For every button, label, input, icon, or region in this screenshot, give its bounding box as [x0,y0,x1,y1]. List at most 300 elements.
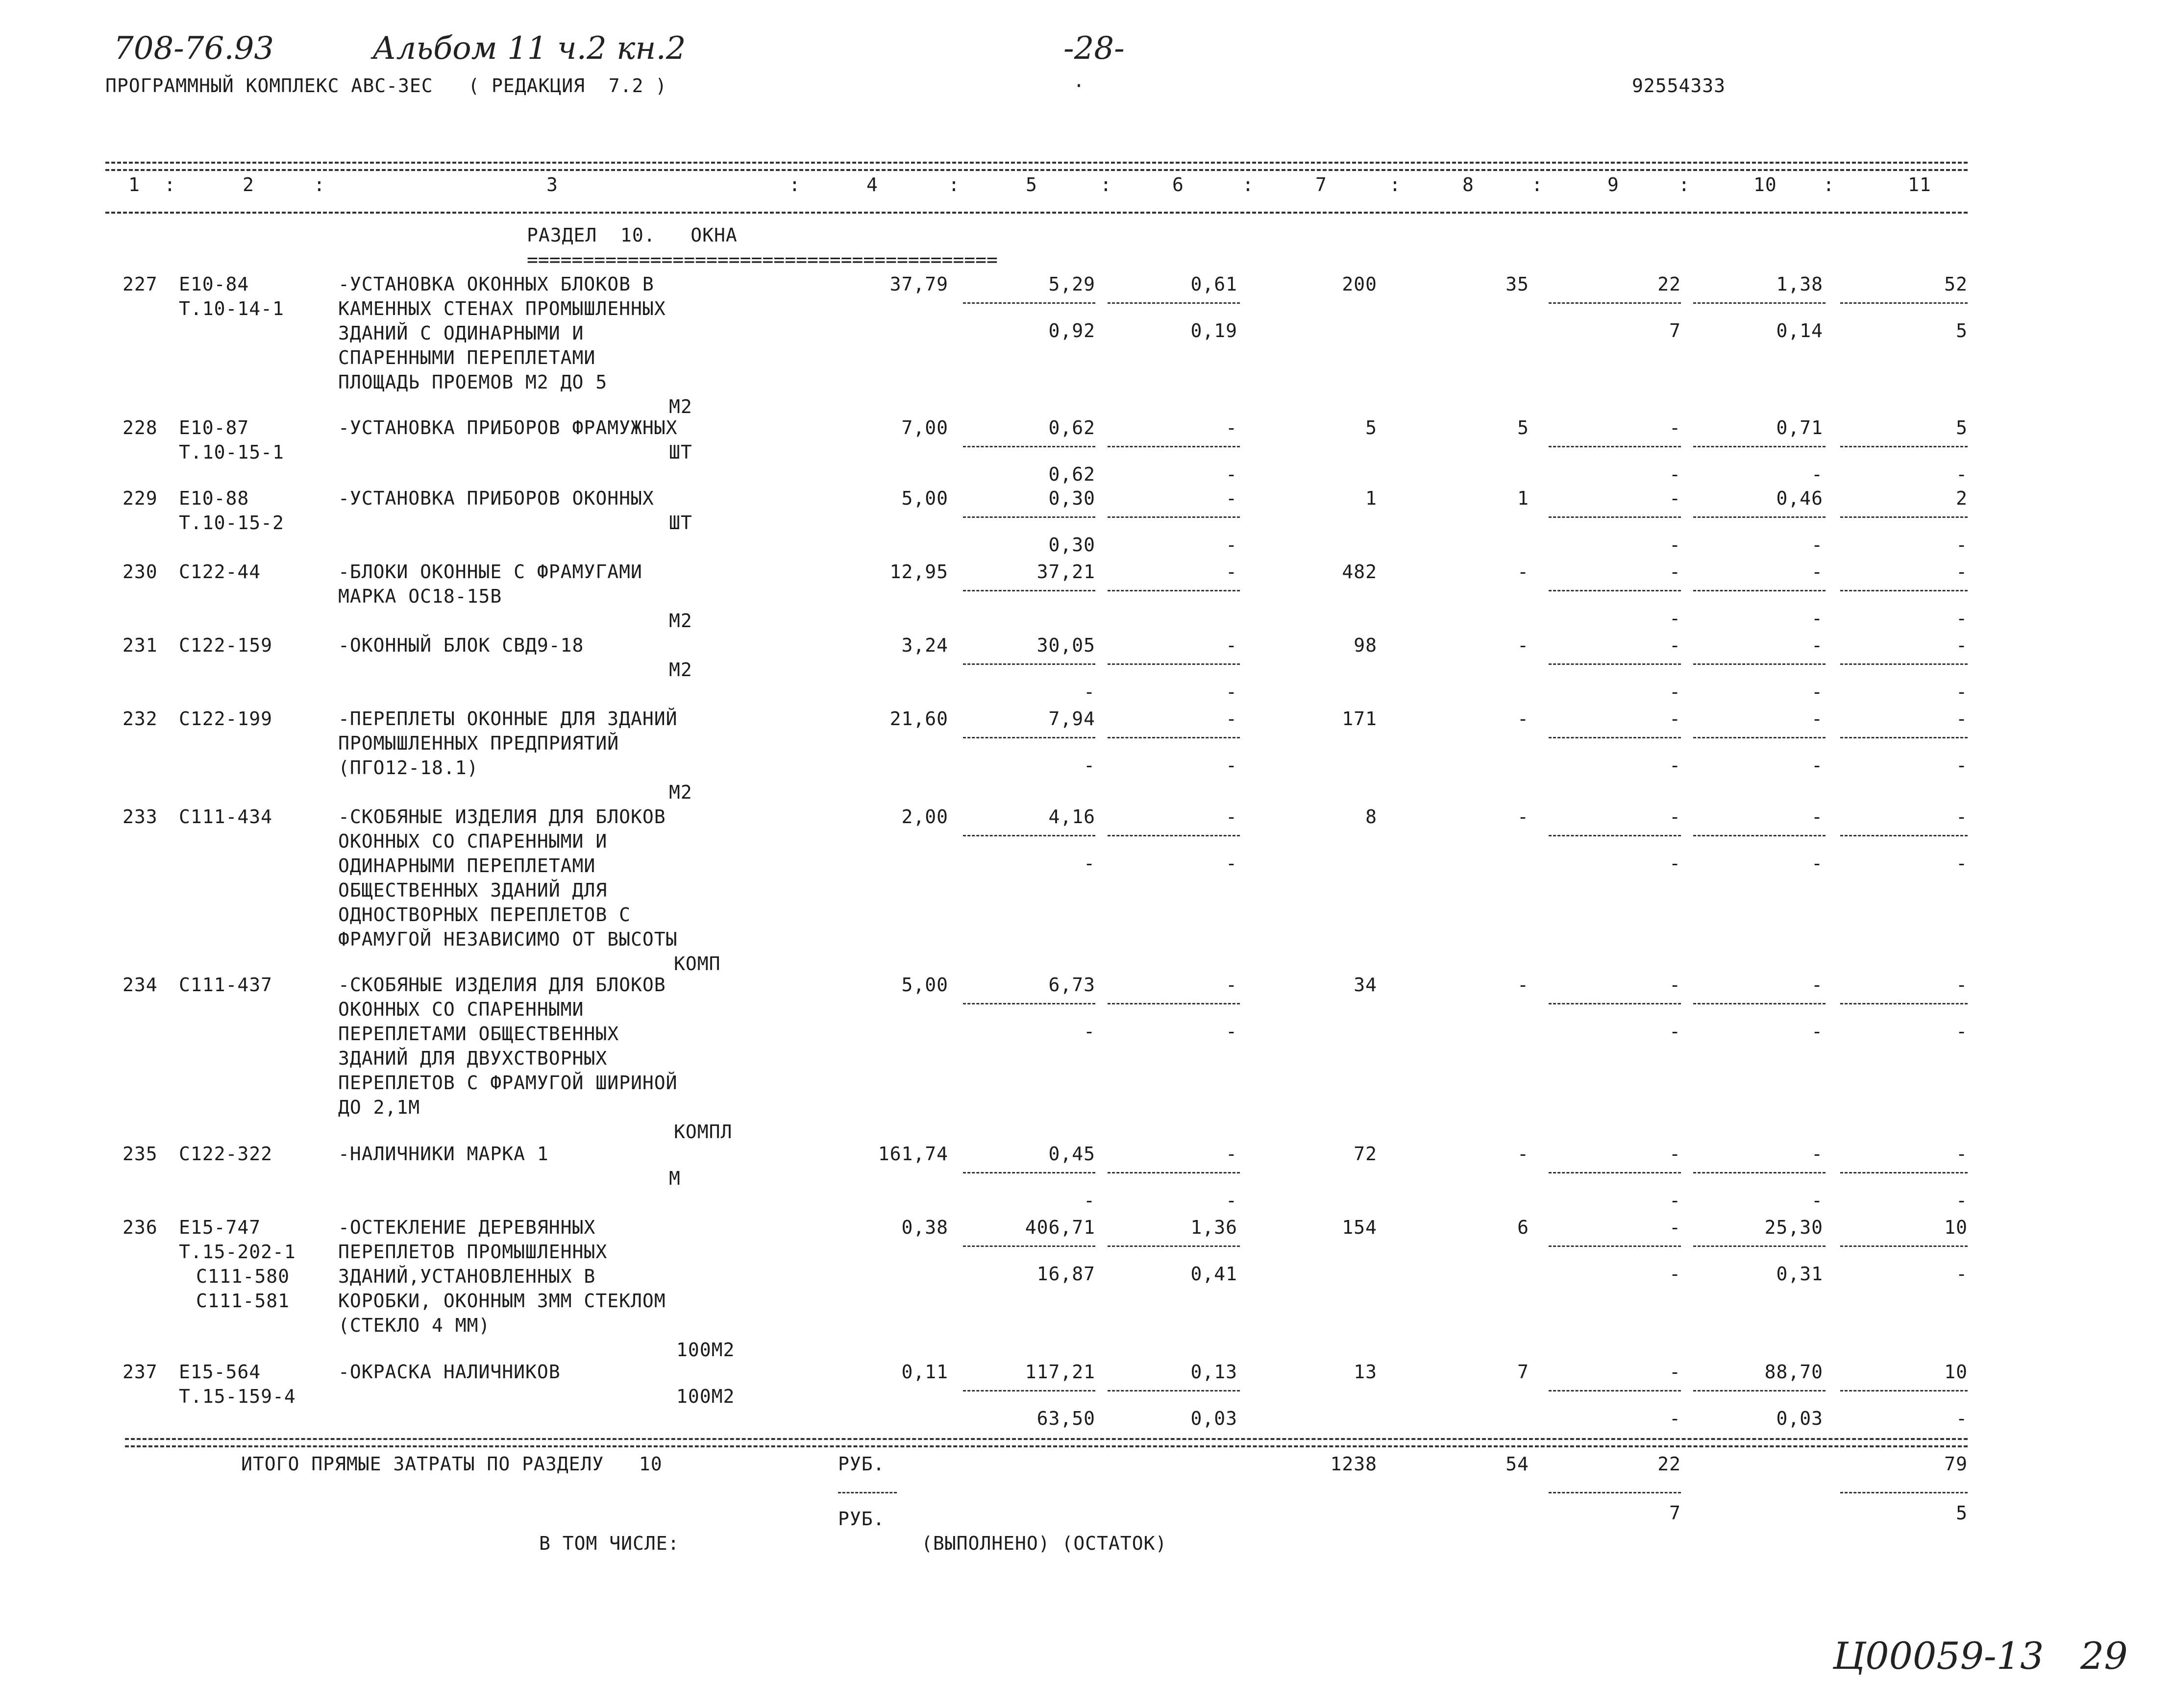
row-c7: 98 [1354,634,1377,656]
cell-split-rule [1693,446,1826,447]
row-c8: - [1517,806,1529,828]
totals-col9-sub: 7 [1669,1502,1681,1524]
row-code: Т.15-159-4 [179,1386,296,1407]
row-c9-sub: - [1669,1021,1681,1042]
row-description-line: ПЕРЕПЛЕТОВ ПРОМЫШЛЕННЫХ [338,1241,608,1263]
cell-split-rule [963,516,1095,518]
column-separator: : [1100,174,1112,195]
row-description-line: МАРКА ОС18-15В [338,586,502,607]
row-c6-sub: - [1226,1190,1237,1211]
row-number: 230 [123,561,158,583]
row-description-line: ПРОМЫШЛЕННЫХ ПРЕДПРИЯТИЙ [338,732,619,754]
row-c6: - [1226,974,1237,996]
row-unit: М2 [669,781,692,803]
row-code: Е15-747 [179,1217,261,1238]
row-c10: 0,46 [1776,488,1823,509]
totals-rub-2: РУБ. [838,1508,885,1530]
row-number: 232 [123,708,158,730]
row-description-line: ОКОННЫХ СО СПАРЕННЫМИ [338,999,584,1020]
row-code: Т.15-202-1 [179,1241,296,1263]
row-c11-sub: - [1956,464,1968,485]
row-c9-sub: - [1669,853,1681,874]
row-code: С122-199 [179,708,273,730]
row-c10-sub: - [1811,853,1823,874]
row-c11: 2 [1956,488,1968,509]
row-c11: - [1956,634,1968,656]
row-c10: - [1811,1143,1823,1165]
row-c6: 0,61 [1190,273,1237,295]
row-c7: 8 [1365,806,1377,828]
column-header-4: 4 [866,174,878,195]
column-header-3: 3 [546,174,558,195]
row-unit: 100М2 [676,1339,735,1361]
row-c10-sub: - [1811,1021,1823,1042]
row-c9-sub: - [1669,608,1681,629]
row-number: 229 [123,488,158,509]
header-dot: · [1073,75,1085,97]
row-description-line: -СКОБЯНЫЕ ИЗДЕЛИЯ ДЛЯ БЛОКОВ [338,806,666,828]
row-c7: 72 [1354,1143,1377,1165]
totals-col9-rule [1549,1492,1681,1493]
row-number: 231 [123,634,158,656]
row-c8: - [1517,634,1529,656]
row-c9-sub: - [1669,755,1681,776]
row-c9: - [1669,1361,1681,1383]
totals-including: В ТОМ ЧИСЛЕ: [539,1533,680,1554]
row-c11-sub: - [1956,1021,1968,1042]
row-c8: 7 [1517,1361,1529,1383]
cell-split-rule [1693,1003,1826,1004]
column-separator: : [314,174,325,195]
row-description-line: ОДНОСТВОРНЫХ ПЕРЕПЛЕТОВ С [338,904,631,926]
row-code: Т.10-14-1 [179,298,284,319]
row-code: С111-581 [196,1290,290,1312]
row-code: Т.10-15-2 [179,512,284,534]
column-header-11: 11 [1908,174,1931,195]
row-c11: 10 [1944,1361,1968,1383]
row-description-line: ЗДАНИЙ ДЛЯ ДВУХСТВОРНЫХ [338,1048,608,1069]
row-c9: - [1669,561,1681,583]
row-code: С122-322 [179,1143,273,1165]
cell-split-rule [1840,1172,1968,1173]
row-code: С111-437 [179,974,273,996]
table-header-rule [105,212,1968,214]
row-code: Е10-87 [179,417,249,439]
row-c6-sub: - [1226,853,1237,874]
row-c7: 482 [1342,561,1377,583]
row-c9: - [1669,974,1681,996]
cell-split-rule [1840,446,1968,447]
row-c11: 52 [1944,273,1968,295]
cell-split-rule [1108,590,1240,591]
cell-split-rule [963,737,1095,738]
cell-split-rule [963,1172,1095,1173]
totals-col11-rule [1840,1492,1968,1493]
cell-split-rule [963,1003,1095,1004]
row-c8: 1 [1517,488,1529,509]
column-header-2: 2 [243,174,254,195]
row-c11: - [1956,561,1968,583]
row-c5-sub: 0,92 [1048,320,1095,342]
cell-split-rule [1549,835,1681,836]
row-c10: - [1811,974,1823,996]
row-c10: - [1811,634,1823,656]
row-c8: 6 [1517,1217,1529,1238]
row-c9: - [1669,1143,1681,1165]
row-c6-sub: - [1226,1021,1237,1042]
row-code: Е10-88 [179,488,249,509]
row-c8: - [1517,1143,1529,1165]
cell-split-rule [963,446,1095,447]
row-c11-sub: - [1956,1408,1968,1429]
row-c5: 117,21 [1025,1361,1095,1383]
row-description-line: -ОСТЕКЛЕНИЕ ДЕРЕВЯННЫХ [338,1217,596,1238]
handwritten-archive-code: Ц00059-13 [1833,1634,2044,1678]
row-c4: 21,60 [889,708,948,730]
row-c6-sub: 0,03 [1190,1408,1237,1429]
row-c11: - [1956,708,1968,730]
totals-label: ИТОГО ПРЯМЫЕ ЗАТРАТЫ ПО РАЗДЕЛУ 10 [241,1453,663,1475]
cell-split-rule [1549,663,1681,665]
row-number: 233 [123,806,158,828]
column-separator: : [948,174,960,195]
column-header-10: 10 [1753,174,1777,195]
row-c6-sub: - [1226,681,1237,703]
row-c5-sub: - [1084,1021,1095,1042]
row-c9: - [1669,1217,1681,1238]
row-c10-sub: - [1811,608,1823,629]
cell-split-rule [1108,516,1240,518]
row-c5-sub: 63,50 [1036,1408,1095,1429]
column-header-5: 5 [1026,174,1037,195]
handwritten-album-label: Альбом 11 ч.2 кн.2 [372,30,686,67]
row-c8: 5 [1517,417,1529,439]
row-c4: 2,00 [901,806,948,828]
row-c8: - [1517,561,1529,583]
row-c6: - [1226,561,1237,583]
row-unit: М2 [669,659,692,681]
cell-split-rule [1108,737,1240,738]
cell-split-rule [963,1390,1095,1391]
row-description-line: КОРОБКИ, ОКОННЫМ 3ММ СТЕКЛОМ [338,1290,666,1312]
row-c9: - [1669,806,1681,828]
row-description-line: СПАРЕННЫМИ ПЕРЕПЛЕТАМИ [338,347,596,368]
column-header-8: 8 [1462,174,1474,195]
row-c4: 161,74 [878,1143,948,1165]
row-c10-sub: - [1811,464,1823,485]
cell-split-rule [1549,737,1681,738]
cell-split-rule [1693,1172,1826,1173]
row-c11: 5 [1956,417,1968,439]
row-description-line: ДО 2,1М [338,1097,420,1118]
row-unit: КОМПЛ [674,1121,733,1143]
row-c9-sub: - [1669,534,1681,556]
cell-split-rule [963,835,1095,836]
row-c11-sub: - [1956,1190,1968,1211]
row-number: 234 [123,974,158,996]
totals-col9: 22 [1657,1453,1681,1475]
row-description-line: -УСТАНОВКА ПРИБОРОВ ФРАМУЖНЫХ [338,417,678,439]
row-c8: - [1517,708,1529,730]
row-c5: 0,45 [1048,1143,1095,1165]
cell-split-rule [963,663,1095,665]
row-c4: 0,38 [901,1217,948,1238]
totals-col7: 1238 [1330,1453,1377,1475]
column-separator: : [1531,174,1543,195]
row-c4: 0,11 [901,1361,948,1383]
row-c6-sub: - [1226,534,1237,556]
cell-split-rule [1108,1390,1240,1391]
totals-rub-1: РУБ. [838,1453,885,1475]
row-c5: 7,94 [1048,708,1095,730]
handwritten-series-number: 708-76.93 [114,30,274,67]
cell-split-rule [1840,835,1968,836]
program-title: ПРОГРАММНЫЙ КОМПЛЕКС АВС-3ЕС ( РЕДАКЦИЯ 7.2 ) [105,75,667,97]
page-marker: -28- [1063,30,1125,67]
row-c5-sub: - [1084,755,1095,776]
row-description-line: ОДИНАРНЫМИ ПЕРЕПЛЕТАМИ [338,855,596,877]
row-c11-sub: - [1956,681,1968,703]
row-c7: 13 [1354,1361,1377,1383]
row-c4: 37,79 [889,273,948,295]
row-description-line: ПЕРЕПЛЕТАМИ ОБЩЕСТВЕННЫХ [338,1023,619,1045]
totals-col11-sub: 5 [1956,1502,1968,1524]
totals-top-rule [125,1438,1968,1440]
row-code: Е10-84 [179,273,249,295]
row-number: 235 [123,1143,158,1165]
row-c5: 6,73 [1048,974,1095,996]
row-c5: 4,16 [1048,806,1095,828]
row-c7: 34 [1354,974,1377,996]
row-description-line: -УСТАНОВКА ПРИБОРОВ ОКОННЫХ [338,488,654,509]
row-c10-sub: - [1811,534,1823,556]
row-c10: - [1811,708,1823,730]
row-c7: 171 [1342,708,1377,730]
cell-split-rule [1840,516,1968,518]
row-description-line: -СКОБЯНЫЕ ИЗДЕЛИЯ ДЛЯ БЛОКОВ [338,974,666,996]
row-c5-sub: - [1084,853,1095,874]
row-c11-sub: - [1956,755,1968,776]
row-description-line: (СТЕКЛО 4 ММ) [338,1315,491,1336]
row-c6: 0,13 [1190,1361,1237,1383]
row-c11-sub: - [1956,608,1968,629]
row-number: 236 [123,1217,158,1238]
row-c6: - [1226,417,1237,439]
row-c6-sub: 0,19 [1190,320,1237,342]
row-c6-sub: 0,41 [1190,1263,1237,1285]
cell-split-rule [1693,1245,1826,1247]
cell-split-rule [1840,302,1968,304]
cell-split-rule [963,302,1095,304]
section-title: РАЗДЕЛ 10. ОКНА [527,224,738,246]
cell-split-rule [1108,302,1240,304]
row-c5-sub: 0,30 [1048,534,1095,556]
row-description-line: -БЛОКИ ОКОННЫЕ С ФРАМУГАМИ [338,561,642,583]
cell-split-rule [1693,302,1826,304]
row-c6: 1,36 [1190,1217,1237,1238]
row-description-line: ПЛОЩАДЬ ПРОЕМОВ М2 ДО 5 [338,371,608,393]
row-c5: 5,29 [1048,273,1095,295]
row-description-line: -НАЛИЧНИКИ МАРКА 1 [338,1143,549,1165]
row-c8: 35 [1505,273,1529,295]
totals-done-remaining: (ВЫПОЛНЕНО) (ОСТАТОК) [921,1533,1167,1554]
cell-split-rule [1549,1245,1681,1247]
row-c9-sub: - [1669,1190,1681,1211]
row-c11-sub: 5 [1956,320,1968,342]
row-c10: - [1811,806,1823,828]
rub-underline [838,1492,897,1493]
row-description-line: -ОКРАСКА НАЛИЧНИКОВ [338,1361,561,1383]
row-number: 228 [123,417,158,439]
row-c4: 12,95 [889,561,948,583]
cell-split-rule [1840,1390,1968,1391]
row-number: 227 [123,273,158,295]
row-number: 237 [123,1361,158,1383]
row-c10-sub: - [1811,1190,1823,1211]
row-c11-sub: - [1956,534,1968,556]
row-description-line: ОБЩЕСТВЕННЫХ ЗДАНИЙ ДЛЯ [338,879,608,901]
row-description-line: КАМЕННЫХ СТЕНАХ ПРОМЫШЛЕННЫХ [338,298,666,319]
row-c7: 200 [1342,273,1377,295]
row-code: С111-580 [196,1266,290,1287]
cell-split-rule [1693,516,1826,518]
row-c5: 37,21 [1036,561,1095,583]
cell-split-rule [1693,835,1826,836]
handwritten-sheet-number: 29 [2080,1634,2128,1678]
row-c10-sub: 0,14 [1776,320,1823,342]
row-c6-sub: - [1226,464,1237,485]
row-c5: 30,05 [1036,634,1095,656]
row-code: Т.10-15-1 [179,441,284,463]
row-c5-sub: 0,62 [1048,464,1095,485]
column-separator: : [164,174,176,195]
cell-split-rule [1549,1003,1681,1004]
column-separator: : [789,174,801,195]
row-c9-sub: - [1669,681,1681,703]
row-c10-sub: 0,31 [1776,1263,1823,1285]
row-c9-sub: - [1669,464,1681,485]
column-separator: : [1823,174,1835,195]
cell-split-rule [963,590,1095,591]
document-number: 92554333 [1632,75,1726,97]
row-c9-sub: 7 [1669,320,1681,342]
row-c8: - [1517,974,1529,996]
row-c6: - [1226,488,1237,509]
row-description-line: ОКОННЫХ СО СПАРЕННЫМИ И [338,830,608,852]
cell-split-rule [1840,590,1968,591]
row-c11-sub: - [1956,1263,1968,1285]
row-c4: 5,00 [901,488,948,509]
cell-split-rule [1108,1003,1240,1004]
column-separator: : [1678,174,1690,195]
cell-split-rule [1108,1245,1240,1247]
row-unit: ШТ [669,512,692,534]
cell-split-rule [1549,446,1681,447]
row-c9-sub: - [1669,1263,1681,1285]
row-c6: - [1226,1143,1237,1165]
row-code: С111-434 [179,806,273,828]
row-code: С122-159 [179,634,273,656]
cell-split-rule [1840,663,1968,665]
row-code: С122-44 [179,561,261,583]
row-c10: 0,71 [1776,417,1823,439]
row-c5: 406,71 [1025,1217,1095,1238]
row-c11: - [1956,1143,1968,1165]
row-c10: 1,38 [1776,273,1823,295]
cell-split-rule [1693,590,1826,591]
row-c5-sub: - [1084,681,1095,703]
row-c7: 1 [1365,488,1377,509]
totals-col8: 54 [1505,1453,1529,1475]
totals-top-rule-2 [125,1445,1968,1447]
column-header-9: 9 [1607,174,1619,195]
row-unit: 100М2 [676,1386,735,1407]
cell-split-rule [1108,446,1240,447]
row-description-line: -УСТАНОВКА ОКОННЫХ БЛОКОВ В [338,273,654,295]
row-unit: М [669,1168,681,1189]
cell-split-rule [1693,1390,1826,1391]
table-top-rule-2 [105,169,1968,171]
row-c6: - [1226,634,1237,656]
column-header-1: 1 [128,174,140,195]
row-c6: - [1226,806,1237,828]
cell-split-rule [963,1245,1095,1247]
cell-split-rule [1549,516,1681,518]
row-c4: 7,00 [901,417,948,439]
row-unit: ШТ [669,441,692,463]
row-c5: 0,62 [1048,417,1095,439]
cell-split-rule [1840,737,1968,738]
row-description-line: ЗДАНИЙ С ОДИНАРНЫМИ И [338,322,584,344]
row-description-line: -ПЕРЕПЛЕТЫ ОКОННЫЕ ДЛЯ ЗДАНИЙ [338,708,678,730]
row-code: Е15-564 [179,1361,261,1383]
row-c11-sub: - [1956,853,1968,874]
row-c5-sub: 16,87 [1036,1263,1095,1285]
row-c10: 25,30 [1764,1217,1823,1238]
row-unit: М2 [669,610,692,632]
row-c9: - [1669,488,1681,509]
column-header-7: 7 [1315,174,1327,195]
cell-split-rule [1108,1172,1240,1173]
cell-split-rule [1693,737,1826,738]
cell-split-rule [1549,1390,1681,1391]
cell-split-rule [1693,663,1826,665]
row-description-line: (ПГО12-18.1) [338,757,479,779]
row-c11: - [1956,806,1968,828]
row-c10-sub: 0,03 [1776,1408,1823,1429]
cell-split-rule [1108,663,1240,665]
row-c6-sub: - [1226,755,1237,776]
row-c9: - [1669,634,1681,656]
row-c9: - [1669,417,1681,439]
row-c7: 5 [1365,417,1377,439]
row-description-line: -ОКОННЫЙ БЛОК СВД9-18 [338,634,584,656]
row-c10: - [1811,561,1823,583]
row-description-line: ФРАМУГОЙ НЕЗАВИСИМО ОТ ВЫСОТЫ [338,928,678,950]
row-description-line: ЗДАНИЙ,УСТАНОВЛЕННЫХ В [338,1266,596,1287]
column-separator: : [1242,174,1254,195]
row-unit: М2 [669,396,692,417]
row-c5: 0,30 [1048,488,1095,509]
row-c7: 154 [1342,1217,1377,1238]
totals-col11: 79 [1944,1453,1968,1475]
column-separator: : [1389,174,1401,195]
row-unit: КОМП [674,953,721,975]
cell-split-rule [1549,1172,1681,1173]
table-top-rule [105,162,1968,164]
row-c11: 10 [1944,1217,1968,1238]
row-c4: 5,00 [901,974,948,996]
